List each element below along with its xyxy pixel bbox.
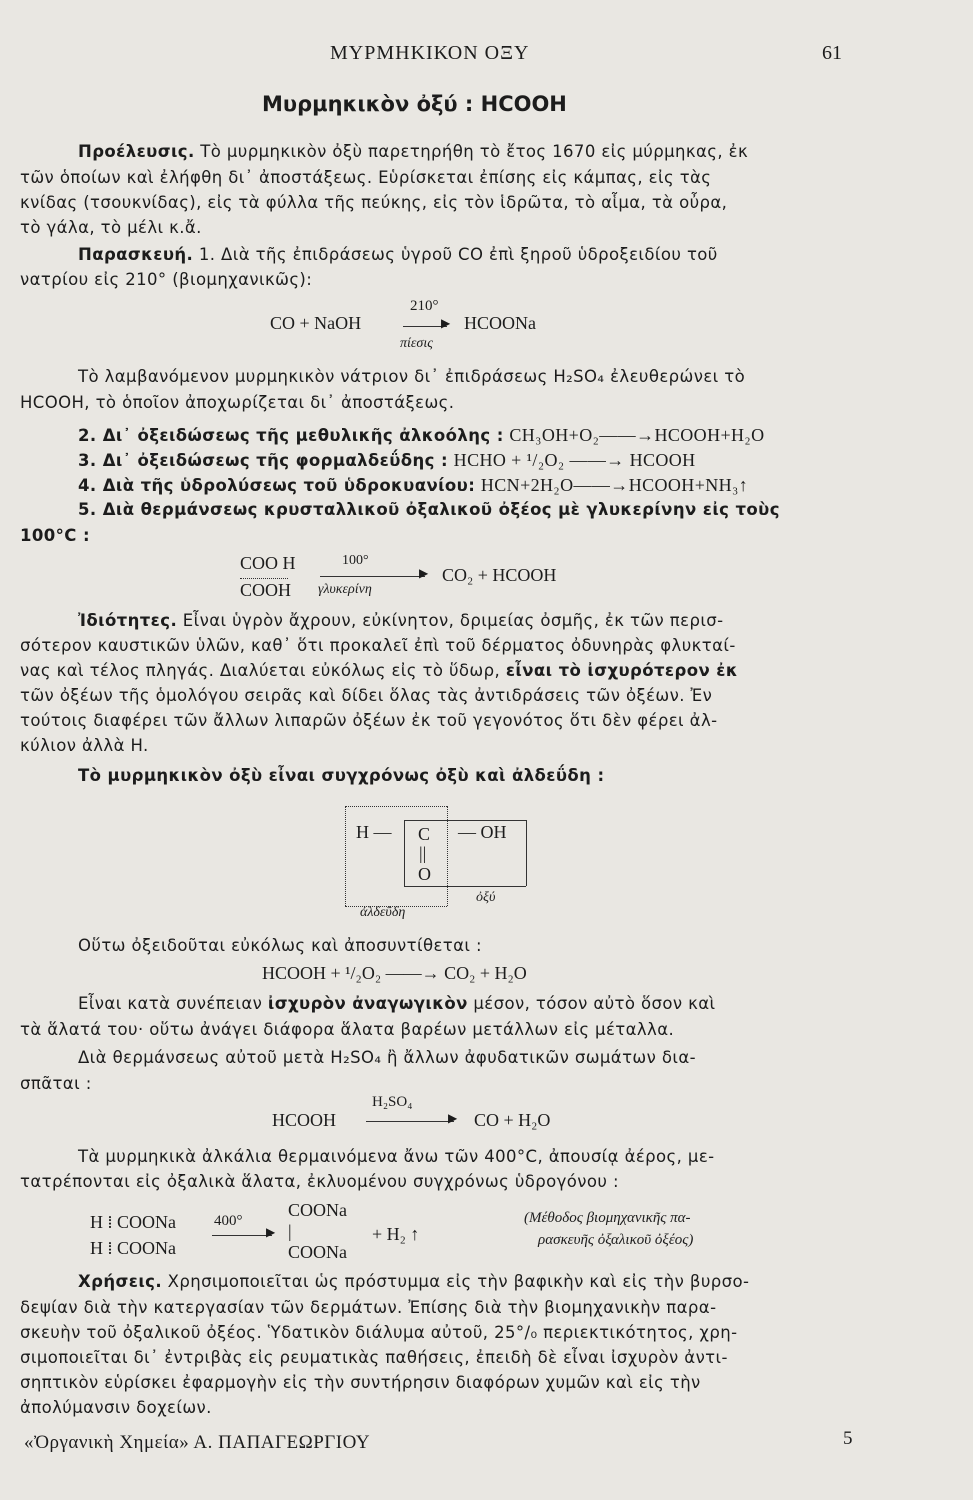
structure-h: H — xyxy=(356,822,392,842)
paraskevi-line-2: νατρίου εἰς 210° (βιομηχανικῶς): xyxy=(20,270,313,289)
sodium-formate-line-1: Τὸ λαμβανόμενον μυρμηκικὸν νάτριον δι᾽ ἐπιδράσεως H₂SO₄ ἐλευθερώνει τὸ xyxy=(78,367,746,386)
method-2: 2. Δι᾽ ὀξειδώσεως τῆς μεθυλικῆς ἀλκοόλης : CH₃OH+O₂——→HCOOH+H₂O xyxy=(78,425,765,445)
eq1-condition: 210° xyxy=(410,298,439,314)
oxalate-left-2: H ⁞ COONa xyxy=(90,1238,176,1258)
oxalate-right-2: COONa xyxy=(288,1242,347,1262)
structure-double-bond: || xyxy=(419,843,427,863)
structure-oh: — OH xyxy=(458,822,507,842)
dehyd-arrow-head: ▶ xyxy=(448,1111,458,1125)
eq1-arrow-head: ▶ xyxy=(441,316,451,330)
structure-o: O xyxy=(418,864,431,884)
oxalate-arrow-head: ▶ xyxy=(266,1225,276,1239)
heating-line-2: σπᾶται : xyxy=(20,1074,92,1093)
uses-label: Χρήσεις. xyxy=(78,1272,162,1291)
uses-line-3: σκευὴν τοῦ ὀξαλικοῦ ὀξέος. Ὑδατικὸν διάλυμα αὐτοῦ, 25°/₀ περιεκτικότητος, χρη- xyxy=(20,1323,738,1342)
idiotites-line-4: τῶν ὀξέων τῆς ὁμολόγου σειρᾶς καὶ δίδει ὅλας τὰς ἀντιδράσεις τῶν ὀξέων. Ἐν xyxy=(20,686,713,705)
idiotites-line-2: σότερον καυστικῶν ὑλῶν, καθ᾽ ὅτι προκαλεῖ ἐπὶ τοῦ δέρματος ὀδυνηρὰς φλυκταί- xyxy=(20,636,736,655)
oxalate-note-1: (Μέθοδος βιομηχανικῆς πα- xyxy=(524,1210,691,1226)
oxalate-left-1: H ⁞ COONa xyxy=(90,1212,176,1232)
proelefsis-label: Προέλευσις. xyxy=(78,142,195,161)
method-4: 4. Διὰ τῆς ὑδρολύσεως τοῦ ὑδροκυανίου: HCN+2H₂O——→HCOOH+NH₃↑ xyxy=(78,475,749,495)
method-5-line-1: 5. Διὰ θερμάνσεως κρυσταλλικοῦ ὀξαλικοῦ ὀξέος μὲ γλυκερίνην εἰς τοὺς xyxy=(78,500,780,519)
paraskevi-line-1: Παρασκευή. 1. Διὰ τῆς ἐπιδράσεως ὑγροῦ CO ἐπὶ ξηροῦ ὑδροξειδίου τοῦ xyxy=(78,245,718,264)
paraskevi-label: Παρασκευή. xyxy=(78,245,194,264)
section-heading: Μυρμηκικὸν ὀξύ : HCOOH xyxy=(262,92,567,116)
uses-line-6: ἀπολύμανσιν δοχείων. xyxy=(20,1398,212,1417)
page-number: 61 xyxy=(822,42,842,64)
alkali-line-1: Τὰ μυρμηκικὰ ἀλκάλια θερμαινόμενα ἄνω τῶν 400°C, ἀπουσίᾳ ἀέρος, με- xyxy=(78,1147,715,1166)
alkali-line-2: τατρέπονται εἰς ὀξαλικὰ ἅλατα, ἐκλυομένου συγχρόνως ὑδρογόνου : xyxy=(20,1172,619,1191)
uses-line-1: Χρήσεις. Χρησιμοποιεῖται ὡς πρόστυμμα εἰς τὴν βαφικὴν καὶ εἰς τὴν βυρσο- xyxy=(78,1272,750,1291)
dehyd-arrow xyxy=(366,1121,454,1122)
method-3: 3. Δι᾽ ὀξειδώσεως τῆς φορμαλδεΰδης : HCHO + ¹/₂O₂ ——→ HCOOH xyxy=(78,450,696,470)
aldehyde-label: ἀλδεΰδη xyxy=(360,905,406,920)
eq1-under: πίεσις xyxy=(400,336,433,351)
oxalate-condition: 400° xyxy=(214,1213,243,1229)
eq5-dotted-box xyxy=(240,578,288,579)
oxalate-hydrogen: + H₂ ↑ xyxy=(372,1224,420,1244)
reducing-line-1: Εἶναι κατὰ συνέπειαν ἰσχυρὸν ἀναγωγικὸν μέσον, τόσον αὐτὸ ὅσον καὶ xyxy=(78,994,716,1013)
idiotites-line-3: νας καὶ τέλος πληγάς. Διαλύεται εὐκόλως εἰς τὸ ὕδωρ, εἶναι τὸ ἰσχυρότερον ἐκ xyxy=(20,661,738,680)
dehyd-condition: H₂SO₄ xyxy=(372,1094,413,1110)
idiotites-line-6: κύλιον ἀλλὰ H. xyxy=(20,736,149,755)
idiotites-label: Ἰδιότητες. xyxy=(78,611,178,630)
uses-line-5: σηπτικὸν εὑρίσκει ἐφαρμογὴν εἰς τὴν συντήρησιν διαφόρων χυμῶν καὶ εἰς τὴν xyxy=(20,1373,701,1392)
footer-signature: 5 xyxy=(843,1428,853,1449)
structure-c: C xyxy=(418,824,431,844)
eq5-top: COO H xyxy=(240,553,296,573)
uses-line-2: δεψίαν διὰ τὴν κατεργασίαν τῶν δερμάτων. Ἐπίσης διὰ τὴν βιομηχανικὴν παρα- xyxy=(20,1298,717,1317)
running-header: ΜΥΡΜΗΚΙΚΟΝ ΟΞΥ xyxy=(330,42,530,64)
eq1-left: CO + NaOH xyxy=(270,313,362,333)
oxalate-arrow xyxy=(212,1235,272,1236)
oxidation-equation: HCOOH + ¹/₂O₂ ——→ CO₂ + H₂O xyxy=(262,963,527,983)
eq5-bottom: COOH xyxy=(240,580,292,600)
proelefsis-line-3: κνίδας (τσουκνίδας), εἰς τὰ φύλλα τῆς πεύκης, εἰς τὸν ἱδρῶτα, τὸ αἷμα, τὰ οὖρα, xyxy=(20,193,728,212)
proelefsis-line-1: Προέλευσις. Τὸ μυρμηκικὸν ὀξὺ παρετηρήθη τὸ ἔτος 1670 εἰς μύρμηκας, ἐκ xyxy=(78,142,749,161)
acid-aldehyde-heading: Τὸ μυρμηκικὸν ὀξὺ εἶναι συγχρόνως ὀξὺ καὶ ἀλδεΰδη : xyxy=(78,766,605,785)
idiotites-line-1: Ἰδιότητες. Εἶναι ὑγρὸν ἄχρουν, εὐκίνητον, δριμείας ὀσμῆς, ἐκ τῶν περισ- xyxy=(78,611,724,630)
oxalate-bond: | xyxy=(288,1221,292,1241)
idiotites-line-5: τούτοις διαφέρει τῶν ἄλλων λιπαρῶν ὀξέων ἐκ τοῦ γεγονότος ὅτι δὲν φέρει ἀλ- xyxy=(20,711,718,730)
eq1-right: HCOONa xyxy=(464,313,536,333)
eq5-under: γλυκερίνη xyxy=(318,582,372,597)
reducing-line-2: τὰ ἅλατά του· οὕτω ἀνάγει διάφορα ἅλατα βαρέων μετάλλων εἰς μέταλλα. xyxy=(20,1020,675,1039)
eq5-arrow xyxy=(320,576,425,577)
eq5-condition: 100° xyxy=(342,553,369,568)
acid-label: ὀξύ xyxy=(476,890,496,905)
dehyd-right: CO + H₂O xyxy=(474,1110,551,1130)
method-5-line-2: 100°C : xyxy=(20,526,90,545)
sodium-formate-line-2: HCOOH, τὸ ὁποῖον ἀποχωρίζεται δι᾽ ἀποστάξεως. xyxy=(20,393,455,412)
oxalate-right-1: COONa xyxy=(288,1200,347,1220)
heating-line-1: Διὰ θερμάνσεως αὐτοῦ μετὰ H₂SO₄ ἢ ἄλλων ἀφυδατικῶν σωμάτων δια- xyxy=(78,1048,697,1067)
oxalate-note-2: ρασκευῆς ὀξαλικοῦ ὀξέος) xyxy=(538,1232,694,1248)
proelefsis-line-2: τῶν ὁποίων καὶ ἐλήφθη δι᾽ ἀποστάξεως. Εὑρίσκεται ἐπίσης εἰς κάμπας, εἰς τὰς xyxy=(20,168,712,187)
dehyd-left: HCOOH xyxy=(272,1110,337,1130)
uses-line-4: σιμοποιεῖται δι᾽ ἐντριβὰς εἰς ρευματικὰς παθήσεις, ἐπειδὴ δὲ εἶναι ἰσχυρὸν ἀντι- xyxy=(20,1348,728,1367)
proelefsis-line-4: τὸ γάλα, τὸ μέλι κ.ἄ. xyxy=(20,218,202,237)
eq5-right: CO₂ + HCOOH xyxy=(442,565,557,585)
eq5-arrow-head: ▶ xyxy=(419,566,429,580)
footer-title: «Ὀργανικὴ Χημεία» Α. ΠΑΠΑΓΕΩΡΓΙΟΥ xyxy=(24,1432,371,1453)
oxidation-line: Οὕτω ὀξειδοῦται εὐκόλως καὶ ἀποσυντίθεται : xyxy=(78,936,482,955)
